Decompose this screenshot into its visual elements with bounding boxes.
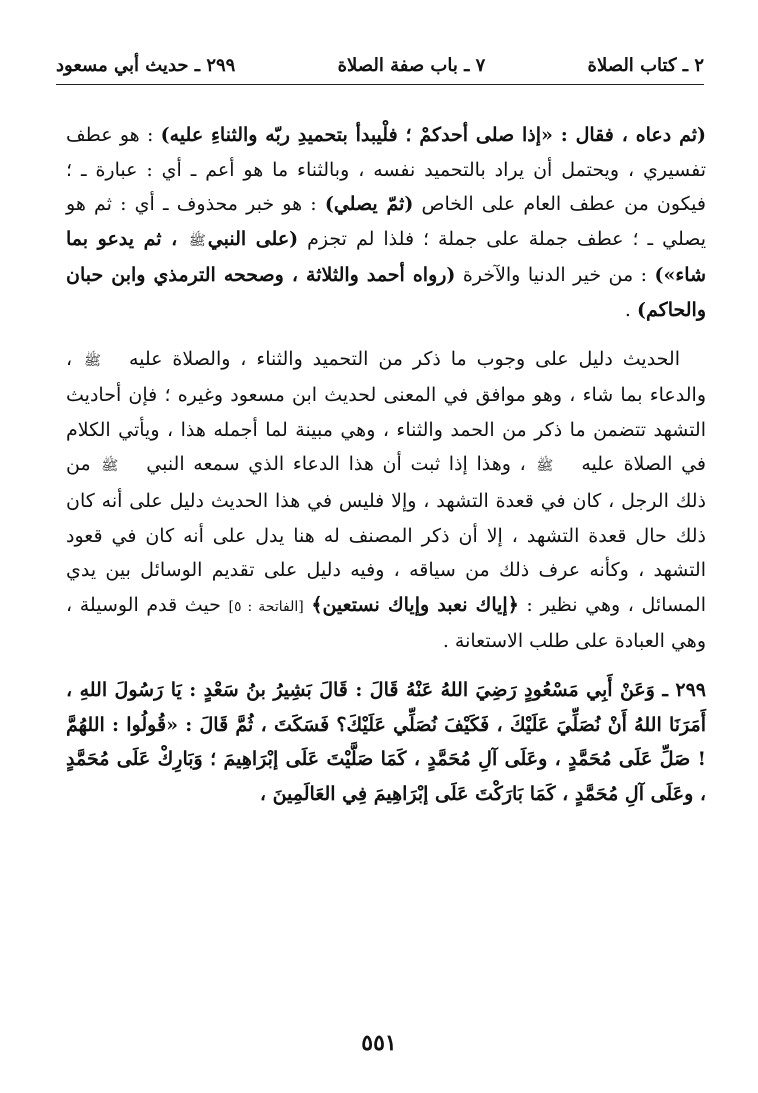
paragraph-explanation: [66, 118, 706, 328]
salawat-icon: ﷺ: [536, 458, 554, 475]
text-run: : هو خبر محذوف ـ أي : ثم هو يصلي ـ ؛ عطف جملة على جملة ؛ فلذا لم تجزم: [66, 193, 707, 250]
text-run: ، وهذا إذا ثبت أن هذا الدعاء الذي سمعه النبي: [146, 453, 535, 476]
text-run: .: [624, 298, 638, 321]
matn-quote: (على النبي: [207, 227, 299, 250]
header-hadith: ٢٩٩ ـ حديث أبي مسعود: [56, 54, 236, 76]
source-note: (رواه أحمد والثلاثة ، وصححه الترمذي وابن حبان والحاكم): [66, 264, 706, 321]
verse-citation: [الفاتحة : ٥]: [228, 598, 304, 615]
salawat-icon: ﷺ: [84, 352, 101, 369]
commentary-body: [66, 118, 706, 811]
text-run: : هو عطف تفسيري ، ويحتمل أن يراد بالتحميد نفسه ، وبالثناء ما هو أعم ـ أي : عبارة ـ ؛ فيكون من عطف العام على الخاص: [66, 124, 706, 216]
text-run: ، والدعاء بما شاء ، وهو موافق في المعنى لحديث ابن مسعود وغيره ؛ فإن أحاديث التشهد تتضمن ما ذكر من الحمد والثناء ، وهي مبينة لما أجمله هذا ، ويأتي الكلام في الصلاة عليه: [66, 347, 706, 476]
paragraph-commentary: [66, 342, 706, 659]
text-run: الحديث دليل على وجوب ما ذكر من التحميد والثناء ، والصلاة عليه: [128, 347, 680, 370]
hadith-text: ٢٩٩ ـ وَعَنْ أَبِي مَسْعُودٍ رَضِيَ اللهُ عَنْهُ قَالَ : قَالَ بَشِيرُ بنُ سَعْدٍ : يَا رَسُولَ اللهِ ، أَمَرَنَا اللهُ أَنْ نُصَلِّيَ عَلَيْكَ ، فَكَيْفَ نُصَلِّي عَلَيْكَ؟ فَسَكَتَ ، ثُمَّ قَالَ : «قُولُوا : اللهُمَّ ! صَلِّ عَلَى مُحَمَّدٍ ، وعَلَى آلِ مُحَمَّدٍ ، كَمَا صَلَّيْتَ عَلَى إبْرَاهِيمَ ؛ وَبَارِكْ عَلَى مُحَمَّدٍ ، وعَلَى آلِ مُحَمَّدٍ ، كَمَا بَارَكْتَ عَلَى إبْرَاهِيمَ فِي العَالَمِينَ ،: [66, 678, 706, 805]
matn-quote: ، ثم يدعو بما شاء»): [66, 227, 706, 287]
quran-verse: ﴿إياك نعبد وإياك نستعين﴾: [311, 593, 519, 616]
header-section: ٧ ـ باب صفة الصلاة: [337, 54, 486, 76]
matn-quote: (ثم دعاه ، فقال : «إذا صلى أحدكمْ ؛ فلْيبدأ بتحميدِ ربّه والثناءِ عليه): [160, 124, 706, 146]
text-run: : من خير الدنيا والآخرة: [455, 264, 655, 287]
matn-quote: (ثمّ يصلي): [324, 193, 414, 216]
page-number: ٥٥١: [361, 1030, 397, 1056]
salawat-icon: ﷺ: [101, 458, 119, 475]
running-header: [56, 50, 704, 80]
header-chapter: ٢ ـ كتاب الصلاة: [587, 54, 704, 76]
salawat-icon: ﷺ: [188, 232, 206, 249]
text-run: حيث قدم الوسيلة ، وهي العبادة على طلب الاستعانة .: [66, 593, 706, 653]
header-divider: [56, 84, 704, 85]
text-run: من ذلك الرجل ، كان في قعدة التشهد ، وإلا فليس في هذا الحديث دليل على أنه كان ذلك حال قعدة التشهد ، إلا أن ذكر المصنف له هنا يدل على أنه كان في قعود التشهد ، وكأنه عرف ذلك من سياقه ، وفيه دليل على تقديم الوسائل بين يدي المسائل ، وهي نظير :: [66, 453, 706, 616]
